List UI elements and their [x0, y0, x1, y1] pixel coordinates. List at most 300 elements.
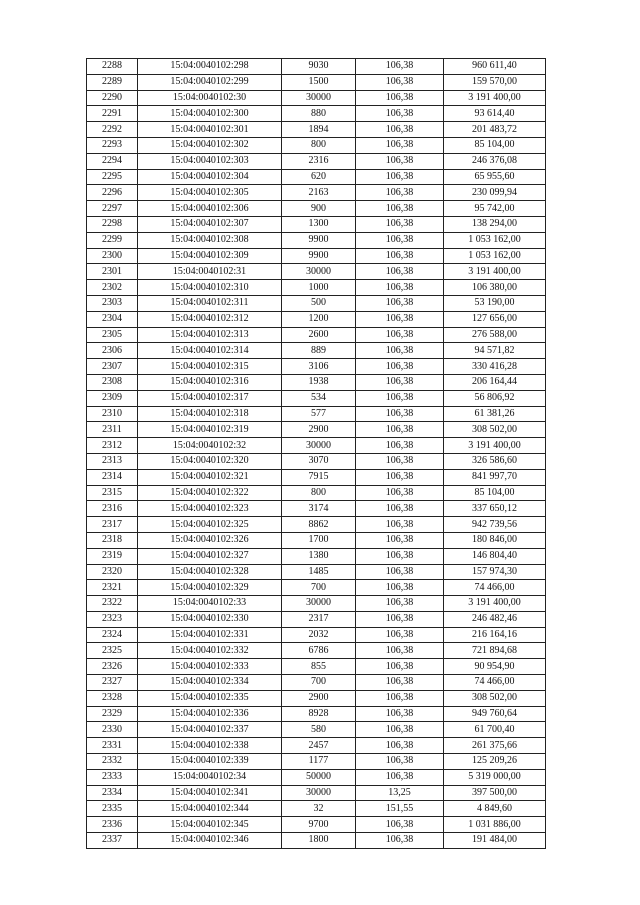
- cadastral-number-cell: 15:04:0040102:307: [138, 216, 282, 232]
- row-number-cell: 2337: [87, 833, 138, 849]
- cadastral-number-cell: 15:04:0040102:328: [138, 564, 282, 580]
- rate-cell: 106,38: [356, 74, 444, 90]
- table-row: [87, 659, 546, 675]
- area-cell: 620: [282, 169, 356, 185]
- amount-cell: 106 380,00: [444, 280, 546, 296]
- cadastral-number-cell: 15:04:0040102:311: [138, 295, 282, 311]
- rate-cell: 106,38: [356, 106, 444, 122]
- amount-cell: 942 739,56: [444, 517, 546, 533]
- rate-cell: 106,38: [356, 469, 444, 485]
- row-number-cell: 2313: [87, 453, 138, 469]
- rate-cell: 106,38: [356, 580, 444, 596]
- rate-cell: 151,55: [356, 801, 444, 817]
- area-cell: 30000: [282, 90, 356, 106]
- area-cell: 855: [282, 659, 356, 675]
- row-number-cell: 2306: [87, 343, 138, 359]
- rate-cell: 106,38: [356, 690, 444, 706]
- cadastral-number-cell: 15:04:0040102:339: [138, 754, 282, 770]
- amount-cell: 216 164,16: [444, 627, 546, 643]
- amount-cell: 337 650,12: [444, 501, 546, 517]
- rate-cell: 106,38: [356, 438, 444, 454]
- area-cell: 3174: [282, 501, 356, 517]
- cadastral-number-cell: 15:04:0040102:314: [138, 343, 282, 359]
- rate-cell: 106,38: [356, 422, 444, 438]
- row-number-cell: 2304: [87, 311, 138, 327]
- table-row: [87, 438, 546, 454]
- amount-cell: 85 104,00: [444, 137, 546, 153]
- row-number-cell: 2292: [87, 122, 138, 138]
- amount-cell: 721 894,68: [444, 643, 546, 659]
- row-number-cell: 2311: [87, 422, 138, 438]
- area-cell: 3070: [282, 453, 356, 469]
- rate-cell: 106,38: [356, 327, 444, 343]
- cadastral-number-cell: 15:04:0040102:337: [138, 722, 282, 738]
- row-number-cell: 2333: [87, 769, 138, 785]
- cadastral-number-cell: 15:04:0040102:308: [138, 232, 282, 248]
- amount-cell: 397 500,00: [444, 785, 546, 801]
- rate-cell: 106,38: [356, 216, 444, 232]
- row-number-cell: 2297: [87, 201, 138, 217]
- rate-cell: 106,38: [356, 248, 444, 264]
- row-number-cell: 2332: [87, 754, 138, 770]
- area-cell: 1800: [282, 833, 356, 849]
- cadastral-number-cell: 15:04:0040102:319: [138, 422, 282, 438]
- amount-cell: 1 053 162,00: [444, 248, 546, 264]
- row-number-cell: 2312: [87, 438, 138, 454]
- rate-cell: 106,38: [356, 754, 444, 770]
- area-cell: 1938: [282, 374, 356, 390]
- amount-cell: 230 099,94: [444, 185, 546, 201]
- row-number-cell: 2326: [87, 659, 138, 675]
- table-row: [87, 185, 546, 201]
- row-number-cell: 2296: [87, 185, 138, 201]
- table-row: [87, 295, 546, 311]
- table-row: [87, 548, 546, 564]
- cadastral-number-cell: 15:04:0040102:338: [138, 738, 282, 754]
- amount-cell: 1 031 886,00: [444, 817, 546, 833]
- cadastral-number-cell: 15:04:0040102:310: [138, 280, 282, 296]
- area-cell: 30000: [282, 596, 356, 612]
- amount-cell: 5 319 000,00: [444, 769, 546, 785]
- area-cell: 800: [282, 485, 356, 501]
- area-cell: 9030: [282, 59, 356, 75]
- rate-cell: 106,38: [356, 501, 444, 517]
- area-cell: 500: [282, 295, 356, 311]
- row-number-cell: 2325: [87, 643, 138, 659]
- table-row: [87, 90, 546, 106]
- table-row: [87, 122, 546, 138]
- cadastral-number-cell: 15:04:0040102:298: [138, 59, 282, 75]
- amount-cell: 246 376,08: [444, 153, 546, 169]
- table-row: [87, 137, 546, 153]
- cadastral-number-cell: 15:04:0040102:341: [138, 785, 282, 801]
- cadastral-number-cell: 15:04:0040102:322: [138, 485, 282, 501]
- rate-cell: 106,38: [356, 643, 444, 659]
- row-number-cell: 2331: [87, 738, 138, 754]
- area-cell: 8928: [282, 706, 356, 722]
- rate-cell: 106,38: [356, 90, 444, 106]
- row-number-cell: 2299: [87, 232, 138, 248]
- rate-cell: 106,38: [356, 359, 444, 375]
- cadastral-number-cell: 15:04:0040102:331: [138, 627, 282, 643]
- area-cell: 9900: [282, 232, 356, 248]
- amount-cell: 180 846,00: [444, 532, 546, 548]
- row-number-cell: 2334: [87, 785, 138, 801]
- amount-cell: 246 482,46: [444, 611, 546, 627]
- amount-cell: 201 483,72: [444, 122, 546, 138]
- row-number-cell: 2314: [87, 469, 138, 485]
- rate-cell: 106,38: [356, 137, 444, 153]
- amount-cell: 127 656,00: [444, 311, 546, 327]
- table-row: [87, 722, 546, 738]
- row-number-cell: 2294: [87, 153, 138, 169]
- table-row: [87, 311, 546, 327]
- row-number-cell: 2291: [87, 106, 138, 122]
- rate-cell: 106,38: [356, 627, 444, 643]
- rate-cell: 106,38: [356, 833, 444, 849]
- row-number-cell: 2309: [87, 390, 138, 406]
- table-row: [87, 517, 546, 533]
- area-cell: 30000: [282, 264, 356, 280]
- table-row: [87, 248, 546, 264]
- cadastral-number-cell: 15:04:0040102:313: [138, 327, 282, 343]
- cadastral-number-cell: 15:04:0040102:344: [138, 801, 282, 817]
- area-cell: 1894: [282, 122, 356, 138]
- rate-cell: 106,38: [356, 485, 444, 501]
- amount-cell: 65 955,60: [444, 169, 546, 185]
- area-cell: 32: [282, 801, 356, 817]
- amount-cell: 191 484,00: [444, 833, 546, 849]
- area-cell: 900: [282, 201, 356, 217]
- cadastral-number-cell: 15:04:0040102:321: [138, 469, 282, 485]
- row-number-cell: 2315: [87, 485, 138, 501]
- amount-cell: 146 804,40: [444, 548, 546, 564]
- table-row: [87, 359, 546, 375]
- table-row: [87, 690, 546, 706]
- area-cell: 50000: [282, 769, 356, 785]
- row-number-cell: 2293: [87, 137, 138, 153]
- cadastral-number-cell: 15:04:0040102:315: [138, 359, 282, 375]
- area-cell: 2900: [282, 422, 356, 438]
- table-row: [87, 769, 546, 785]
- row-number-cell: 2295: [87, 169, 138, 185]
- cadastral-number-cell: 15:04:0040102:336: [138, 706, 282, 722]
- rate-cell: 106,38: [356, 738, 444, 754]
- row-number-cell: 2328: [87, 690, 138, 706]
- table-row: [87, 374, 546, 390]
- amount-cell: 3 191 400,00: [444, 90, 546, 106]
- area-cell: 889: [282, 343, 356, 359]
- area-cell: 2457: [282, 738, 356, 754]
- area-cell: 800: [282, 137, 356, 153]
- cadastral-number-cell: 15:04:0040102:318: [138, 406, 282, 422]
- amount-cell: 308 502,00: [444, 690, 546, 706]
- table-row: [87, 469, 546, 485]
- rate-cell: 106,38: [356, 596, 444, 612]
- row-number-cell: 2298: [87, 216, 138, 232]
- rate-cell: 106,38: [356, 532, 444, 548]
- amount-cell: 3 191 400,00: [444, 438, 546, 454]
- row-number-cell: 2335: [87, 801, 138, 817]
- row-number-cell: 2305: [87, 327, 138, 343]
- row-number-cell: 2290: [87, 90, 138, 106]
- table-row: [87, 343, 546, 359]
- table-row: [87, 580, 546, 596]
- land-parcel-table: [86, 58, 546, 849]
- table-row: [87, 406, 546, 422]
- cadastral-number-cell: 15:04:0040102:31: [138, 264, 282, 280]
- table-row: [87, 216, 546, 232]
- table-row: [87, 532, 546, 548]
- amount-cell: 3 191 400,00: [444, 264, 546, 280]
- area-cell: 534: [282, 390, 356, 406]
- rate-cell: 106,38: [356, 769, 444, 785]
- cadastral-number-cell: 15:04:0040102:346: [138, 833, 282, 849]
- area-cell: 9900: [282, 248, 356, 264]
- row-number-cell: 2329: [87, 706, 138, 722]
- rate-cell: 106,38: [356, 722, 444, 738]
- row-number-cell: 2300: [87, 248, 138, 264]
- row-number-cell: 2302: [87, 280, 138, 296]
- rate-cell: 106,38: [356, 122, 444, 138]
- row-number-cell: 2310: [87, 406, 138, 422]
- rate-cell: 106,38: [356, 201, 444, 217]
- table-row: [87, 833, 546, 849]
- area-cell: 2600: [282, 327, 356, 343]
- table-row: [87, 785, 546, 801]
- area-cell: 700: [282, 580, 356, 596]
- table-row: [87, 390, 546, 406]
- table-row: [87, 596, 546, 612]
- amount-cell: 157 974,30: [444, 564, 546, 580]
- cadastral-number-cell: 15:04:0040102:320: [138, 453, 282, 469]
- rate-cell: 106,38: [356, 675, 444, 691]
- table-row: [87, 327, 546, 343]
- rate-cell: 106,38: [356, 59, 444, 75]
- row-number-cell: 2321: [87, 580, 138, 596]
- cadastral-number-cell: 15:04:0040102:32: [138, 438, 282, 454]
- amount-cell: 90 954,90: [444, 659, 546, 675]
- amount-cell: 74 466,00: [444, 580, 546, 596]
- cadastral-number-cell: 15:04:0040102:325: [138, 517, 282, 533]
- row-number-cell: 2318: [87, 532, 138, 548]
- cadastral-number-cell: 15:04:0040102:316: [138, 374, 282, 390]
- table-row: [87, 453, 546, 469]
- cadastral-number-cell: 15:04:0040102:306: [138, 201, 282, 217]
- amount-cell: 74 466,00: [444, 675, 546, 691]
- amount-cell: 206 164,44: [444, 374, 546, 390]
- cadastral-number-cell: 15:04:0040102:300: [138, 106, 282, 122]
- amount-cell: 125 209,26: [444, 754, 546, 770]
- table-row: [87, 153, 546, 169]
- cadastral-number-cell: 15:04:0040102:303: [138, 153, 282, 169]
- cadastral-number-cell: 15:04:0040102:304: [138, 169, 282, 185]
- row-number-cell: 2317: [87, 517, 138, 533]
- area-cell: 8862: [282, 517, 356, 533]
- area-cell: 880: [282, 106, 356, 122]
- amount-cell: 56 806,92: [444, 390, 546, 406]
- cadastral-number-cell: 15:04:0040102:309: [138, 248, 282, 264]
- rate-cell: 106,38: [356, 611, 444, 627]
- amount-cell: 138 294,00: [444, 216, 546, 232]
- area-cell: 9700: [282, 817, 356, 833]
- cadastral-number-cell: 15:04:0040102:345: [138, 817, 282, 833]
- area-cell: 6786: [282, 643, 356, 659]
- cadastral-number-cell: 15:04:0040102:335: [138, 690, 282, 706]
- rate-cell: 106,38: [356, 564, 444, 580]
- cadastral-number-cell: 15:04:0040102:332: [138, 643, 282, 659]
- area-cell: 1000: [282, 280, 356, 296]
- row-number-cell: 2288: [87, 59, 138, 75]
- area-cell: 7915: [282, 469, 356, 485]
- table-row: [87, 169, 546, 185]
- rate-cell: 106,38: [356, 169, 444, 185]
- row-number-cell: 2323: [87, 611, 138, 627]
- amount-cell: 4 849,60: [444, 801, 546, 817]
- amount-cell: 3 191 400,00: [444, 596, 546, 612]
- rate-cell: 106,38: [356, 295, 444, 311]
- table-row: [87, 59, 546, 75]
- cadastral-number-cell: 15:04:0040102:323: [138, 501, 282, 517]
- area-cell: 1177: [282, 754, 356, 770]
- table-row: [87, 264, 546, 280]
- amount-cell: 308 502,00: [444, 422, 546, 438]
- area-cell: 580: [282, 722, 356, 738]
- cadastral-number-cell: 15:04:0040102:301: [138, 122, 282, 138]
- table-body: [87, 59, 546, 849]
- amount-cell: 1 053 162,00: [444, 232, 546, 248]
- table-row: [87, 738, 546, 754]
- row-number-cell: 2320: [87, 564, 138, 580]
- cadastral-number-cell: 15:04:0040102:302: [138, 137, 282, 153]
- cadastral-number-cell: 15:04:0040102:34: [138, 769, 282, 785]
- area-cell: 1700: [282, 532, 356, 548]
- cadastral-number-cell: 15:04:0040102:329: [138, 580, 282, 596]
- area-cell: 1485: [282, 564, 356, 580]
- amount-cell: 276 588,00: [444, 327, 546, 343]
- rate-cell: 106,38: [356, 264, 444, 280]
- cadastral-number-cell: 15:04:0040102:330: [138, 611, 282, 627]
- amount-cell: 93 614,40: [444, 106, 546, 122]
- table-row: [87, 280, 546, 296]
- area-cell: 2163: [282, 185, 356, 201]
- area-cell: 1500: [282, 74, 356, 90]
- amount-cell: 330 416,28: [444, 359, 546, 375]
- area-cell: 3106: [282, 359, 356, 375]
- amount-cell: 159 570,00: [444, 74, 546, 90]
- cadastral-number-cell: 15:04:0040102:305: [138, 185, 282, 201]
- area-cell: 700: [282, 675, 356, 691]
- rate-cell: 106,38: [356, 280, 444, 296]
- rate-cell: 106,38: [356, 517, 444, 533]
- amount-cell: 261 375,66: [444, 738, 546, 754]
- table-row: [87, 485, 546, 501]
- area-cell: 1380: [282, 548, 356, 564]
- row-number-cell: 2327: [87, 675, 138, 691]
- amount-cell: 95 742,00: [444, 201, 546, 217]
- amount-cell: 949 760,64: [444, 706, 546, 722]
- cadastral-number-cell: 15:04:0040102:327: [138, 548, 282, 564]
- area-cell: 577: [282, 406, 356, 422]
- row-number-cell: 2330: [87, 722, 138, 738]
- amount-cell: 61 381,26: [444, 406, 546, 422]
- row-number-cell: 2322: [87, 596, 138, 612]
- rate-cell: 106,38: [356, 390, 444, 406]
- table-row: [87, 817, 546, 833]
- table-row: [87, 74, 546, 90]
- rate-cell: 106,38: [356, 185, 444, 201]
- row-number-cell: 2316: [87, 501, 138, 517]
- rate-cell: 13,25: [356, 785, 444, 801]
- table-row: [87, 611, 546, 627]
- amount-cell: 326 586,60: [444, 453, 546, 469]
- table-row: [87, 564, 546, 580]
- cadastral-number-cell: 15:04:0040102:33: [138, 596, 282, 612]
- cadastral-number-cell: 15:04:0040102:317: [138, 390, 282, 406]
- table-row: [87, 232, 546, 248]
- row-number-cell: 2336: [87, 817, 138, 833]
- cadastral-number-cell: 15:04:0040102:299: [138, 74, 282, 90]
- rate-cell: 106,38: [356, 706, 444, 722]
- table-row: [87, 627, 546, 643]
- area-cell: 30000: [282, 785, 356, 801]
- rate-cell: 106,38: [356, 453, 444, 469]
- amount-cell: 94 571,82: [444, 343, 546, 359]
- table-row: [87, 675, 546, 691]
- cadastral-number-cell: 15:04:0040102:312: [138, 311, 282, 327]
- area-cell: 1200: [282, 311, 356, 327]
- area-cell: 2317: [282, 611, 356, 627]
- amount-cell: 85 104,00: [444, 485, 546, 501]
- amount-cell: 960 611,40: [444, 59, 546, 75]
- rate-cell: 106,38: [356, 311, 444, 327]
- table-row: [87, 706, 546, 722]
- rate-cell: 106,38: [356, 548, 444, 564]
- rate-cell: 106,38: [356, 817, 444, 833]
- area-cell: 1300: [282, 216, 356, 232]
- amount-cell: 61 700,40: [444, 722, 546, 738]
- row-number-cell: 2289: [87, 74, 138, 90]
- table-row: [87, 754, 546, 770]
- amount-cell: 53 190,00: [444, 295, 546, 311]
- row-number-cell: 2307: [87, 359, 138, 375]
- row-number-cell: 2319: [87, 548, 138, 564]
- area-cell: 2032: [282, 627, 356, 643]
- area-cell: 30000: [282, 438, 356, 454]
- row-number-cell: 2301: [87, 264, 138, 280]
- rate-cell: 106,38: [356, 232, 444, 248]
- rate-cell: 106,38: [356, 659, 444, 675]
- rate-cell: 106,38: [356, 343, 444, 359]
- table-row: [87, 201, 546, 217]
- table-row: [87, 106, 546, 122]
- rate-cell: 106,38: [356, 374, 444, 390]
- table-row: [87, 422, 546, 438]
- cadastral-number-cell: 15:04:0040102:326: [138, 532, 282, 548]
- rate-cell: 106,38: [356, 153, 444, 169]
- area-cell: 2316: [282, 153, 356, 169]
- amount-cell: 841 997,70: [444, 469, 546, 485]
- table-row: [87, 501, 546, 517]
- rate-cell: 106,38: [356, 406, 444, 422]
- row-number-cell: 2324: [87, 627, 138, 643]
- cadastral-number-cell: 15:04:0040102:30: [138, 90, 282, 106]
- row-number-cell: 2303: [87, 295, 138, 311]
- row-number-cell: 2308: [87, 374, 138, 390]
- cadastral-number-cell: 15:04:0040102:334: [138, 675, 282, 691]
- area-cell: 2900: [282, 690, 356, 706]
- table-row: [87, 643, 546, 659]
